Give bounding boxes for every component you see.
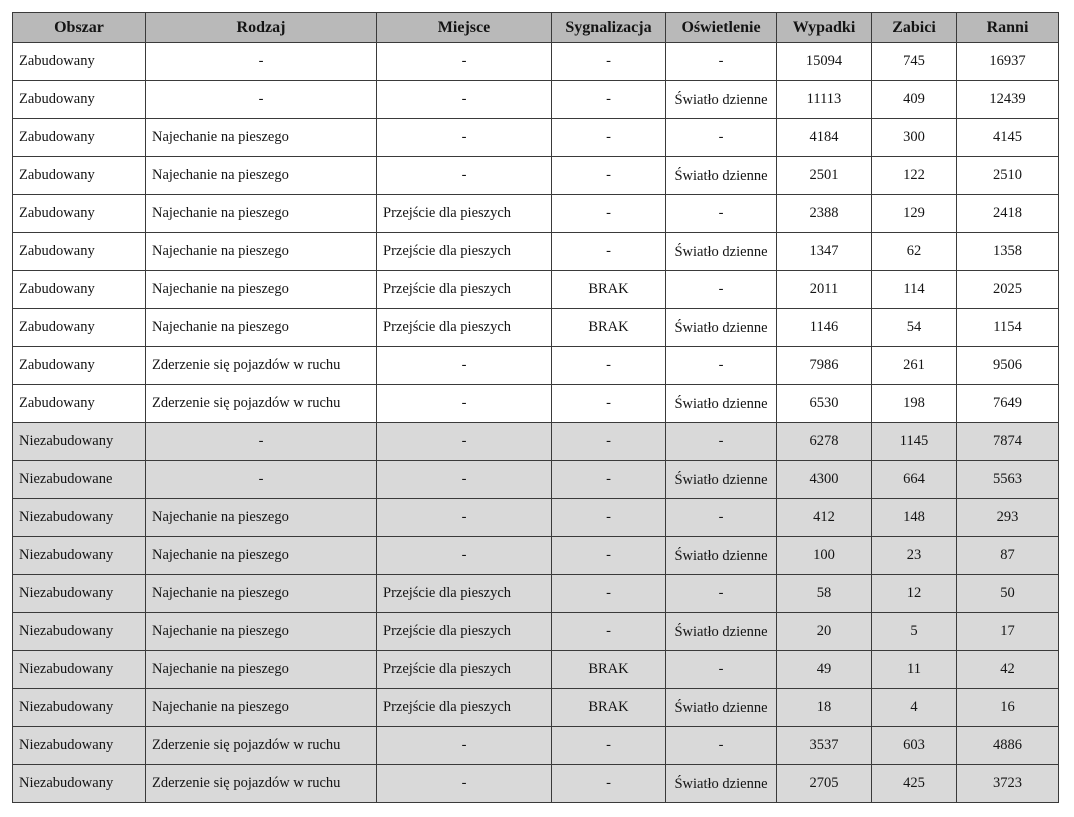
cell-oswietlenie: Światło dzienne [666,689,777,727]
cell-zabici: 12 [872,575,957,613]
cell-wypadki: 11113 [777,81,872,119]
cell-zabici: 54 [872,309,957,347]
table-row [13,309,1059,347]
cell-rodzaj: Najechanie na pieszego [146,119,377,157]
cell-ranni: 42 [957,651,1059,689]
cell-wypadki: 6278 [777,423,872,461]
cell-miejsce: Przejście dla pieszych [377,575,552,613]
cell-ranni: 5563 [957,461,1059,499]
cell-wypadki: 2705 [777,765,872,803]
cell-miejsce: - [377,727,552,765]
cell-sygnalizacja: BRAK [552,309,666,347]
cell-rodzaj: - [146,81,377,119]
cell-oswietlenie: - [666,727,777,765]
table-row [13,119,1059,157]
cell-oswietlenie: - [666,499,777,537]
cell-zabici: 4 [872,689,957,727]
cell-rodzaj: Najechanie na pieszego [146,499,377,537]
cell-oswietlenie: Światło dzienne [666,765,777,803]
cell-rodzaj: Najechanie na pieszego [146,651,377,689]
table-row [13,765,1059,803]
cell-zabici: 603 [872,727,957,765]
cell-rodzaj: Zderzenie się pojazdów w ruchu [146,765,377,803]
cell-oswietlenie: Światło dzienne [666,385,777,423]
cell-rodzaj: Najechanie na pieszego [146,575,377,613]
cell-obszar: Niezabudowane [13,461,146,499]
table-row [13,195,1059,233]
cell-rodzaj: Najechanie na pieszego [146,157,377,195]
cell-oswietlenie: - [666,575,777,613]
cell-rodzaj: Zderzenie się pojazdów w ruchu [146,727,377,765]
cell-miejsce: - [377,423,552,461]
table-row [13,575,1059,613]
table-row [13,537,1059,575]
cell-zabici: 23 [872,537,957,575]
cell-sygnalizacja: - [552,81,666,119]
cell-miejsce: Przejście dla pieszych [377,309,552,347]
header-ranni: Ranni [957,13,1059,43]
cell-zabici: 129 [872,195,957,233]
cell-sygnalizacja: BRAK [552,271,666,309]
cell-wypadki: 2011 [777,271,872,309]
cell-obszar: Niezabudowany [13,499,146,537]
cell-oswietlenie: Światło dzienne [666,461,777,499]
cell-ranni: 2418 [957,195,1059,233]
cell-oswietlenie: Światło dzienne [666,537,777,575]
cell-sygnalizacja: - [552,575,666,613]
header-obszar: Obszar [13,13,146,43]
cell-miejsce: Przejście dla pieszych [377,651,552,689]
cell-zabici: 261 [872,347,957,385]
cell-wypadki: 18 [777,689,872,727]
cell-oswietlenie: Światło dzienne [666,233,777,271]
header-miejsce: Miejsce [377,13,552,43]
cell-wypadki: 3537 [777,727,872,765]
cell-wypadki: 1347 [777,233,872,271]
cell-rodzaj: Najechanie na pieszego [146,689,377,727]
cell-oswietlenie: Światło dzienne [666,309,777,347]
cell-sygnalizacja: - [552,347,666,385]
cell-zabici: 11 [872,651,957,689]
table-row [13,689,1059,727]
cell-obszar: Zabudowany [13,233,146,271]
cell-oswietlenie: - [666,195,777,233]
cell-ranni: 16 [957,689,1059,727]
cell-sygnalizacja: - [552,499,666,537]
cell-sygnalizacja: - [552,119,666,157]
cell-sygnalizacja: - [552,157,666,195]
cell-sygnalizacja: - [552,233,666,271]
cell-wypadki: 6530 [777,385,872,423]
cell-miejsce: - [377,157,552,195]
cell-rodzaj: - [146,43,377,81]
cell-oswietlenie: - [666,651,777,689]
cell-sygnalizacja: - [552,727,666,765]
table-row [13,385,1059,423]
cell-obszar: Zabudowany [13,119,146,157]
cell-obszar: Niezabudowany [13,651,146,689]
cell-miejsce: Przejście dla pieszych [377,271,552,309]
cell-miejsce: - [377,43,552,81]
cell-obszar: Zabudowany [13,347,146,385]
cell-rodzaj: Najechanie na pieszego [146,195,377,233]
cell-obszar: Niezabudowany [13,613,146,651]
header-zabici: Zabici [872,13,957,43]
cell-ranni: 17 [957,613,1059,651]
cell-wypadki: 412 [777,499,872,537]
table-row [13,157,1059,195]
cell-obszar: Zabudowany [13,385,146,423]
cell-miejsce: Przejście dla pieszych [377,233,552,271]
cell-oswietlenie: - [666,271,777,309]
cell-ranni: 9506 [957,347,1059,385]
header-rodzaj: Rodzaj [146,13,377,43]
cell-oswietlenie: - [666,423,777,461]
accidents-table [12,12,1059,803]
cell-ranni: 50 [957,575,1059,613]
cell-obszar: Niezabudowany [13,537,146,575]
cell-rodzaj: Zderzenie się pojazdów w ruchu [146,385,377,423]
cell-oswietlenie: Światło dzienne [666,613,777,651]
cell-wypadki: 58 [777,575,872,613]
cell-zabici: 148 [872,499,957,537]
table-row [13,271,1059,309]
cell-zabici: 425 [872,765,957,803]
cell-obszar: Niezabudowany [13,689,146,727]
cell-obszar: Zabudowany [13,43,146,81]
cell-rodzaj: - [146,461,377,499]
table-row [13,233,1059,271]
cell-ranni: 3723 [957,765,1059,803]
cell-sygnalizacja: - [552,385,666,423]
cell-sygnalizacja: - [552,195,666,233]
table-row [13,423,1059,461]
cell-ranni: 1358 [957,233,1059,271]
table-row [13,81,1059,119]
cell-sygnalizacja: - [552,613,666,651]
cell-sygnalizacja: BRAK [552,651,666,689]
cell-miejsce: - [377,765,552,803]
cell-wypadki: 7986 [777,347,872,385]
cell-rodzaj: - [146,423,377,461]
cell-obszar: Niezabudowany [13,575,146,613]
cell-miejsce: Przejście dla pieszych [377,195,552,233]
table-row [13,461,1059,499]
table-row [13,727,1059,765]
cell-zabici: 664 [872,461,957,499]
cell-oswietlenie: - [666,347,777,385]
cell-ranni: 12439 [957,81,1059,119]
cell-ranni: 87 [957,537,1059,575]
cell-rodzaj: Zderzenie się pojazdów w ruchu [146,347,377,385]
cell-miejsce: Przejście dla pieszych [377,689,552,727]
cell-zabici: 745 [872,43,957,81]
cell-wypadki: 20 [777,613,872,651]
table-row [13,499,1059,537]
cell-wypadki: 2501 [777,157,872,195]
cell-obszar: Niezabudowany [13,423,146,461]
cell-zabici: 62 [872,233,957,271]
cell-oswietlenie: Światło dzienne [666,157,777,195]
table-row [13,347,1059,385]
cell-wypadki: 4300 [777,461,872,499]
cell-oswietlenie: - [666,119,777,157]
cell-obszar: Zabudowany [13,157,146,195]
cell-sygnalizacja: - [552,461,666,499]
cell-obszar: Zabudowany [13,195,146,233]
cell-sygnalizacja: - [552,765,666,803]
cell-obszar: Zabudowany [13,81,146,119]
cell-rodzaj: Najechanie na pieszego [146,271,377,309]
cell-rodzaj: Najechanie na pieszego [146,309,377,347]
cell-obszar: Niezabudowany [13,765,146,803]
cell-wypadki: 49 [777,651,872,689]
cell-miejsce: - [377,499,552,537]
cell-wypadki: 15094 [777,43,872,81]
cell-zabici: 409 [872,81,957,119]
cell-zabici: 122 [872,157,957,195]
cell-rodzaj: Najechanie na pieszego [146,537,377,575]
cell-obszar: Niezabudowany [13,727,146,765]
cell-zabici: 5 [872,613,957,651]
cell-miejsce: - [377,537,552,575]
cell-wypadki: 4184 [777,119,872,157]
cell-wypadki: 100 [777,537,872,575]
cell-rodzaj: Najechanie na pieszego [146,233,377,271]
cell-miejsce: - [377,119,552,157]
cell-miejsce: - [377,385,552,423]
cell-ranni: 1154 [957,309,1059,347]
cell-zabici: 114 [872,271,957,309]
table-row [13,613,1059,651]
header-wypadki: Wypadki [777,13,872,43]
cell-wypadki: 1146 [777,309,872,347]
cell-ranni: 293 [957,499,1059,537]
table-row [13,43,1059,81]
cell-miejsce: Przejście dla pieszych [377,613,552,651]
cell-miejsce: - [377,347,552,385]
cell-obszar: Zabudowany [13,309,146,347]
cell-zabici: 198 [872,385,957,423]
cell-zabici: 300 [872,119,957,157]
cell-sygnalizacja: - [552,537,666,575]
cell-ranni: 7874 [957,423,1059,461]
cell-rodzaj: Najechanie na pieszego [146,613,377,651]
cell-sygnalizacja: - [552,43,666,81]
cell-ranni: 2510 [957,157,1059,195]
cell-miejsce: - [377,461,552,499]
header-row [13,13,1059,43]
cell-sygnalizacja: - [552,423,666,461]
cell-oswietlenie: - [666,43,777,81]
cell-ranni: 2025 [957,271,1059,309]
cell-ranni: 7649 [957,385,1059,423]
cell-oswietlenie: Światło dzienne [666,81,777,119]
cell-ranni: 16937 [957,43,1059,81]
cell-ranni: 4145 [957,119,1059,157]
header-sygnalizacja: Sygnalizacja [552,13,666,43]
cell-wypadki: 2388 [777,195,872,233]
cell-miejsce: - [377,81,552,119]
cell-ranni: 4886 [957,727,1059,765]
table-row [13,651,1059,689]
cell-obszar: Zabudowany [13,271,146,309]
cell-zabici: 1145 [872,423,957,461]
header-oswietlenie: Oświetlenie [666,13,777,43]
cell-sygnalizacja: BRAK [552,689,666,727]
table-body [13,43,1059,803]
